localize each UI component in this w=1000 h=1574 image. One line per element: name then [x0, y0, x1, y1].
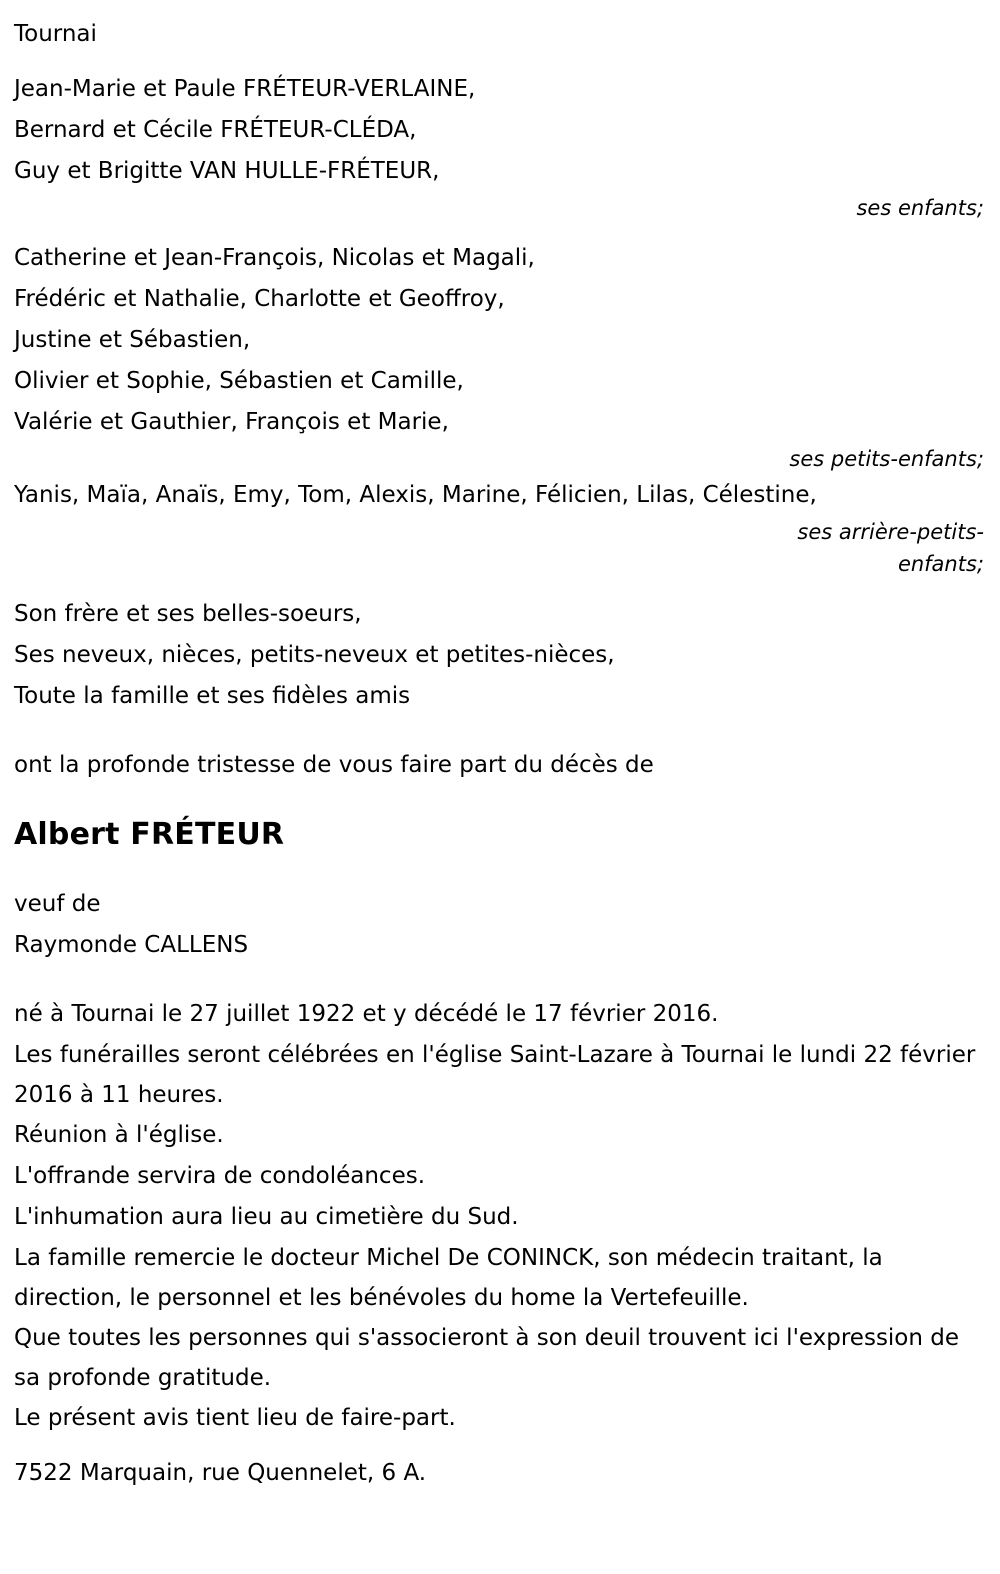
- grandchildren-line-5: Valérie et Gauthier, François et Marie,: [14, 409, 449, 435]
- gathering-line: Réunion à l'église.: [14, 1122, 224, 1148]
- spacer: [14, 856, 986, 884]
- grandchildren-line-4: Olivier et Sophie, Sébastien et Camille,: [14, 368, 464, 394]
- great-grandchildren-line: Yanis, Maïa, Anaïs, Emy, Tom, Alexis, Marine, Félicien, Lilas, Célestine,: [14, 482, 817, 508]
- great-grandchildren-role-label-line2: enfants;: [897, 552, 984, 576]
- spouse-status: veuf de: [14, 891, 101, 917]
- relatives-line-1: Son frère et ses belles-soeurs,: [14, 601, 362, 627]
- funeral-paragraph: Les funérailles seront célébrées en l'église Saint-Lazare à Tournai le lundi 22 février 2016 à 11 heures.: [14, 1042, 983, 1108]
- offering-line: L'offrande servira de condoléances.: [14, 1163, 426, 1189]
- children-line-1: Jean-Marie et Paule FRÉTEUR-VERLAINE,: [14, 76, 476, 102]
- great-grandchildren-block: [14, 475, 986, 580]
- address-line: 7522 Marquain, rue Quennelet, 6 A.: [14, 1460, 427, 1486]
- grandchildren-block: [14, 238, 986, 475]
- spouse-name: Raymonde CALLENS: [14, 932, 249, 958]
- relatives-block: [14, 594, 986, 717]
- children-role-label: ses enfants;: [856, 196, 984, 220]
- spacer: [14, 786, 986, 814]
- children-block: [14, 69, 986, 224]
- burial-line: L'inhumation aura lieu au cimetière du Sud.: [14, 1204, 519, 1230]
- spacer: [14, 224, 986, 238]
- spouse-block: [14, 884, 986, 966]
- announcement-line: ont la profonde tristesse de vous faire part du décès de: [14, 752, 654, 778]
- birth-death-line: né à Tournai le 27 juillet 1922 et y décédé le 17 février 2016.: [14, 1001, 719, 1027]
- children-line-2: Bernard et Cécile FRÉTEUR-CLÉDA,: [14, 117, 417, 143]
- children-line-3: Guy et Brigitte VAN HULLE-FRÉTEUR,: [14, 158, 440, 184]
- spacer: [14, 717, 986, 745]
- grandchildren-line-1: Catherine et Jean-François, Nicolas et Magali,: [14, 245, 535, 271]
- relatives-line-2: Ses neveux, nièces, petits-neveux et petites-nièces,: [14, 642, 615, 668]
- grandchildren-role-label: ses petits-enfants;: [789, 447, 984, 471]
- great-grandchildren-role-label-line1: ses arrière-petits-: [797, 520, 984, 544]
- notice-line: Le présent avis tient lieu de faire-part.: [14, 1405, 456, 1431]
- deceased-name: Albert FRÉTEUR: [14, 817, 285, 852]
- spacer: [14, 55, 986, 69]
- spacer: [14, 966, 986, 994]
- spacer: [14, 1439, 986, 1453]
- city-line: Tournai: [14, 21, 97, 47]
- relatives-line-3: Toute la famille et ses fidèles amis: [14, 683, 411, 709]
- spacer: [14, 580, 986, 594]
- gratitude-paragraph: Que toutes les personnes qui s'associeront à son deuil trouvent ici l'expression de sa profonde gratitude.: [14, 1325, 967, 1391]
- grandchildren-line-2: Frédéric et Nathalie, Charlotte et Geoffroy,: [14, 286, 505, 312]
- thanks-doctor-paragraph: La famille remercie le docteur Michel De CONINCK, son médecin traitant, la direction, le personnel et les bénévoles du home la Vertefeuille.: [14, 1245, 891, 1311]
- grandchildren-line-3: Justine et Sébastien,: [14, 327, 251, 353]
